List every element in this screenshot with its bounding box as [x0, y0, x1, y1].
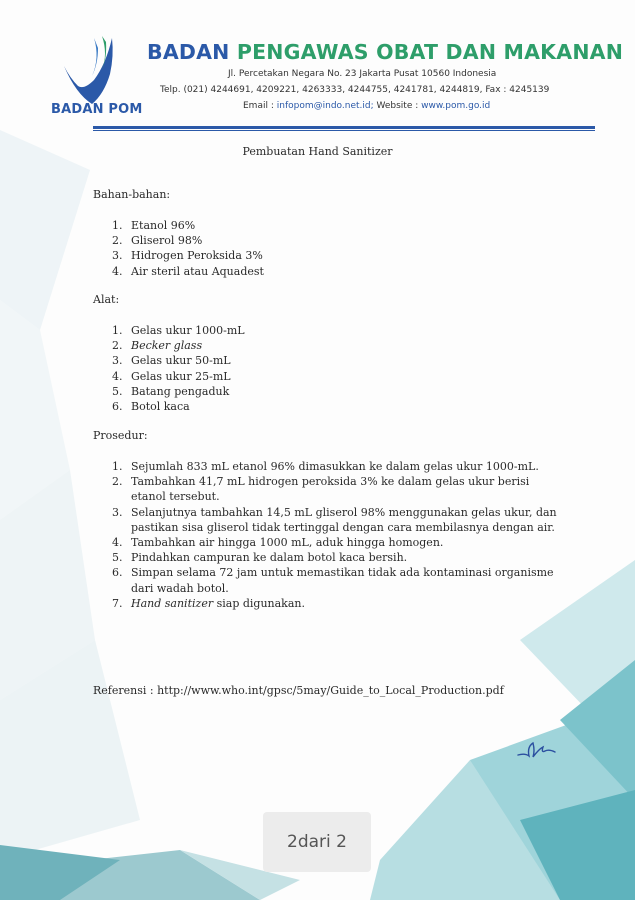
list-item: 1. Etanol 96%	[112, 219, 196, 232]
document-title: Pembuatan Hand Sanitizer	[242, 145, 393, 158]
website-label: Website :	[376, 101, 419, 111]
list-item: 3. Gelas ukur 50-mL	[112, 354, 231, 368]
alat-list	[112, 323, 557, 414]
list-item: 3. Hidrogen Peroksida 3%	[112, 249, 263, 263]
signature-icon	[515, 735, 559, 761]
bahan-heading: Bahan-bahan:	[93, 188, 171, 201]
logo-text: BADAN POM	[51, 102, 143, 117]
list-item: 2. Gliserol 98%	[112, 234, 203, 248]
list-item: 5. Pindahkan campuran ke dalam botol kaca bersih.	[112, 551, 408, 565]
website-link[interactable]: www.pom.go.id	[421, 101, 491, 111]
list-item: 4. Tambahkan air hingga 1000 mL, aduk hingga homogen.	[112, 536, 444, 550]
list-item: 1. Sejumlah 833 mL etanol 96% dimasukkan ke dalam gelas ukur 1000-mL.	[112, 460, 539, 473]
prosedur-list	[112, 459, 557, 611]
list-item: 1. Gelas ukur 1000-mL	[112, 324, 245, 337]
contact-line	[243, 101, 490, 111]
list-item: 6. Botol kaca	[112, 400, 190, 414]
list-item: 2. Tambahkan 41,7 mL hidrogen peroksida 3% ke dalam gelas ukur berisi etanol tersebut.	[112, 475, 530, 504]
header-rule-thin	[93, 130, 595, 131]
list-item: 5. Batang pengaduk	[112, 384, 230, 398]
prosedur-heading: Prosedur:	[93, 429, 148, 442]
list-item: 7. Hand sanitizer siap digunakan.	[112, 596, 305, 610]
list-item: 6. Simpan selama 72 jam untuk memastikan tidak ada kontaminasi organisme dari wadah botol.	[112, 566, 554, 595]
bahan-list	[112, 218, 557, 279]
list-item: 4. Gelas ukur 25-mL	[112, 369, 231, 383]
list-item: 3. Selanjutnya tambahkan 14,5 mL gliserol 98% menggunakan gelas ukur, dan pastikan sisa gliserol tidak tertinggal dengan cara membilasnya dengan air.	[112, 505, 557, 534]
list-item: 2. Becker glass	[112, 339, 203, 353]
reference-line: Referensi : http://www.who.int/gpsc/5may/Guide_to_Local_Production.pdf	[93, 684, 504, 697]
organization-name	[147, 40, 624, 64]
header-rule-thick	[93, 126, 595, 129]
alat-heading: Alat:	[93, 293, 120, 306]
email-link[interactable]: infopom@indo.net.id;	[276, 101, 374, 111]
page-indicator: 2dari 2	[263, 812, 371, 872]
email-label: Email :	[243, 101, 274, 111]
org-name-part2: PENGAWAS OBAT DAN MAKANAN	[236, 40, 624, 64]
address: Jl. Percetakan Negara No. 23 Jakarta Pusat 10560 Indonesia	[228, 69, 497, 79]
org-name-part1: BADAN	[147, 40, 230, 64]
list-item: 4. Air steril atau Aquadest	[112, 264, 264, 278]
telephone-line: Telp. (021) 4244691, 4209221, 4263333, 4244755, 4241781, 4244819, Fax : 4245139	[160, 85, 550, 95]
